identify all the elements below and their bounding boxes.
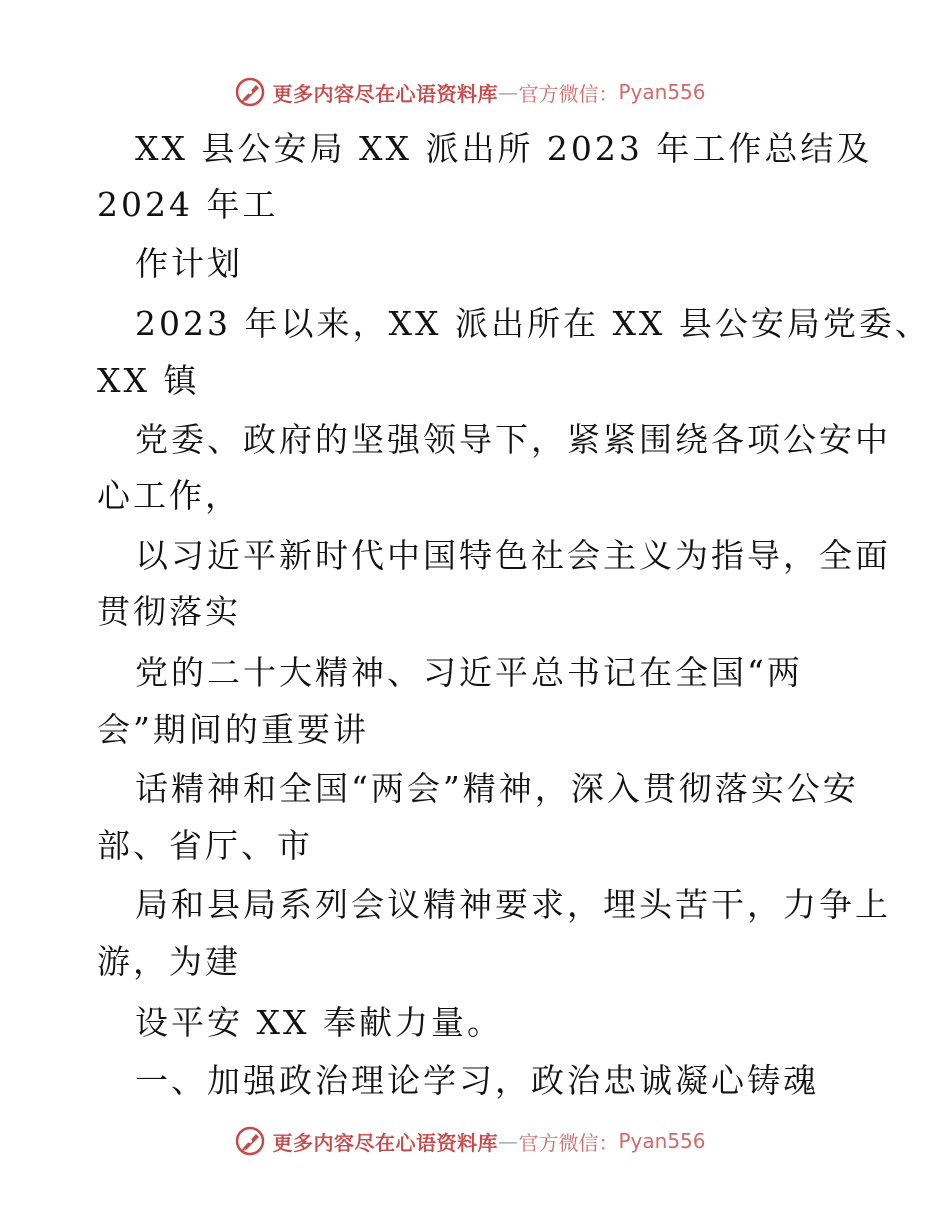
title-line-1: XX 县公安局 XX 派出所 2023 年工作总结及	[135, 129, 873, 168]
body-line: 话精神和全国“两会”精神，深入贯彻落实公安	[135, 769, 859, 808]
body-line: 以习近平新时代中国特色社会主义为指导，全面	[135, 536, 891, 575]
body-line: 党委、政府的坚强领导下，紧紧围绕各项公安中	[135, 420, 891, 459]
title-line-2: 2024 年工	[97, 185, 279, 224]
title-line-3: 作计划	[135, 244, 243, 283]
body-line: 会”期间的重要讲	[97, 710, 369, 749]
body-line: 党的二十大精神、习近平总书记在全国“两	[135, 653, 803, 692]
body-line: 部、省厅、市	[97, 826, 313, 865]
watermark-separator: —	[497, 80, 519, 104]
footer-watermark	[0, 1119, 950, 1163]
pen-logo-icon	[234, 76, 266, 108]
watermark-main-text: 更多内容尽在心语资料库	[272, 81, 498, 106]
body-line: 设平安 XX 奉献力量。	[135, 1003, 503, 1042]
body-line: 心工作，	[97, 476, 241, 515]
watermark-suffix: 官方微信：	[518, 1130, 619, 1155]
pen-logo-icon	[234, 1125, 266, 1157]
watermark-id: Pyan556	[618, 1129, 706, 1153]
header-watermark	[0, 70, 950, 114]
body-line: 游，为建	[97, 942, 241, 981]
watermark-suffix: 官方微信：	[518, 81, 619, 106]
body-line: 贯彻落实	[97, 592, 241, 631]
body-line: XX 镇	[97, 361, 200, 400]
watermark-main-text: 更多内容尽在心语资料库	[272, 1130, 498, 1155]
watermark-separator: —	[497, 1129, 519, 1153]
watermark-id: Pyan556	[618, 80, 706, 104]
body-line: 2023 年以来，XX 派出所在 XX 县公安局党委、	[135, 304, 931, 343]
body-line: 局和县局系列会议精神要求，埋头苦干，力争上	[135, 885, 891, 924]
section-heading: 一、加强政治理论学习，政治忠诚凝心铸魂	[135, 1061, 819, 1100]
